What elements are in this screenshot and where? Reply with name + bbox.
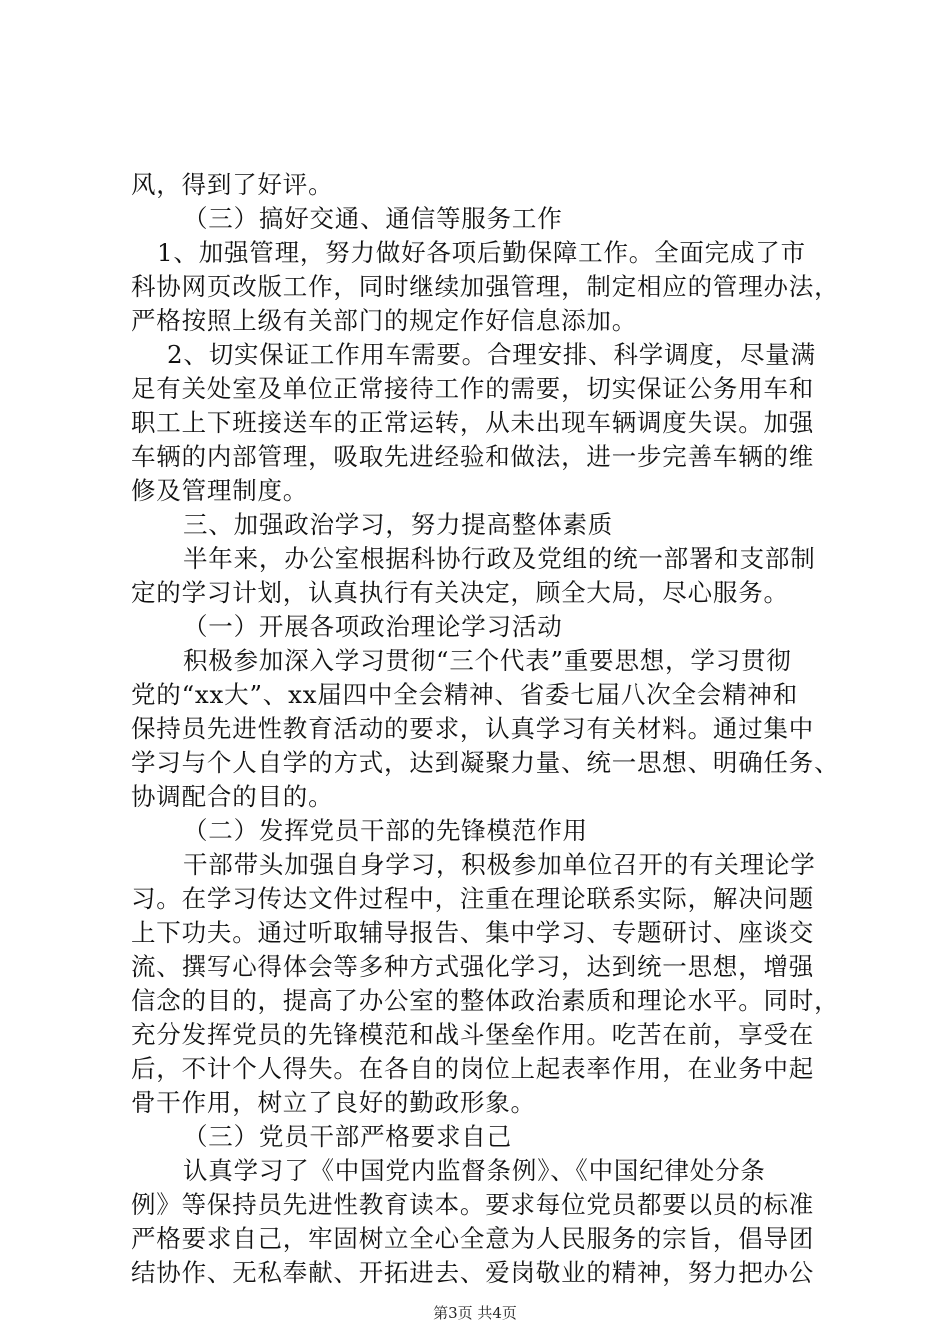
text-line: 保持员先进性教育活动的要求，认真学习有关材料。通过集中 <box>131 714 815 743</box>
text-line: 信念的目的，提高了办公室的整体政治素质和理论水平。同时， <box>131 986 840 1015</box>
text-line: 后，不计个人得失。在各自的岗位上起表率作用，在业务中起 <box>131 1054 815 1083</box>
text-line: 2、切实保证工作用车需要。合理安排、科学调度，尽量满 <box>167 340 816 369</box>
text-line: 习。在学习传达文件过程中，注重在理论联系实际，解决问题 <box>131 884 815 913</box>
text-line: 充分发挥党员的先锋模范和战斗堡垒作用。吃苦在前，享受在 <box>131 1020 815 1049</box>
text-line: 严格要求自己，牢固树立全心全意为人民服务的宗旨，倡导团 <box>131 1224 815 1253</box>
section-heading: （二）发挥党员干部的先锋模范作用 <box>183 816 588 845</box>
text-line: 骨干作用，树立了良好的勤政形象。 <box>131 1088 536 1117</box>
text-line: 认真学习了《中国党内监督条例》、《中国纪律处分条 <box>183 1156 766 1185</box>
text-line: 科协网页改版工作，同时继续加强管理，制定相应的管理办法， <box>131 272 840 301</box>
text-line: 上下功夫。通过听取辅导报告、集中学习、专题研讨、座谈交 <box>131 918 815 947</box>
text-line: 职工上下班接送车的正常运转，从未出现车辆调度失误。加强 <box>131 408 815 437</box>
text-line: 严格按照上级有关部门的规定作好信息添加。 <box>131 306 637 335</box>
text-line: 积极参加深入学习贯彻“三个代表”重要思想，学习贯彻 <box>183 646 792 675</box>
text-line: 足有关处室及单位正常接待工作的需要，切实保证公务用车和 <box>131 374 815 403</box>
section-heading: （一）开展各项政治理论学习活动 <box>183 612 563 641</box>
text-line: 结协作、无私奉献、开拓进去、爱岗敬业的精神，努力把办公 <box>131 1258 815 1287</box>
section-heading: （三）党员干部严格要求自己 <box>183 1122 512 1151</box>
page-number-footer: 第3页 共4页 <box>433 1304 517 1322</box>
section-heading: （三）搞好交通、通信等服务工作 <box>183 204 563 233</box>
text-line: 干部带头加强自身学习，积极参加单位召开的有关理论学 <box>183 850 816 879</box>
text-line: 半年来，办公室根据科协行政及党组的统一部署和支部制 <box>183 544 816 573</box>
text-line: 流、撰写心得体会等多种方式强化学习，达到统一思想，增强 <box>131 952 815 981</box>
text-line: 1、加强管理，努力做好各项后勤保障工作。全面完成了市 <box>157 238 806 267</box>
document-body <box>131 168 840 1290</box>
text-line: 风，得到了好评。 <box>131 170 334 199</box>
text-line: 车辆的内部管理，吸取先进经验和做法，进一步完善车辆的维 <box>131 442 815 471</box>
text-line: 党的“xx大”、xx届四中全会精神、省委七届八次全会精神和 <box>131 680 799 709</box>
text-line: 协调配合的目的。 <box>131 782 334 811</box>
section-heading: 三、加强政治学习，努力提高整体素质 <box>183 510 614 539</box>
text-line: 例》等保持员先进性教育读本。要求每位党员都要以员的标准 <box>131 1190 815 1219</box>
text-line: 学习与个人自学的方式，达到凝聚力量、统一思想、明确任务、 <box>131 748 840 777</box>
text-line: 定的学习计划，认真执行有关决定，顾全大局，尽心服务。 <box>131 578 789 607</box>
text-line: 修及管理制度。 <box>131 476 309 505</box>
